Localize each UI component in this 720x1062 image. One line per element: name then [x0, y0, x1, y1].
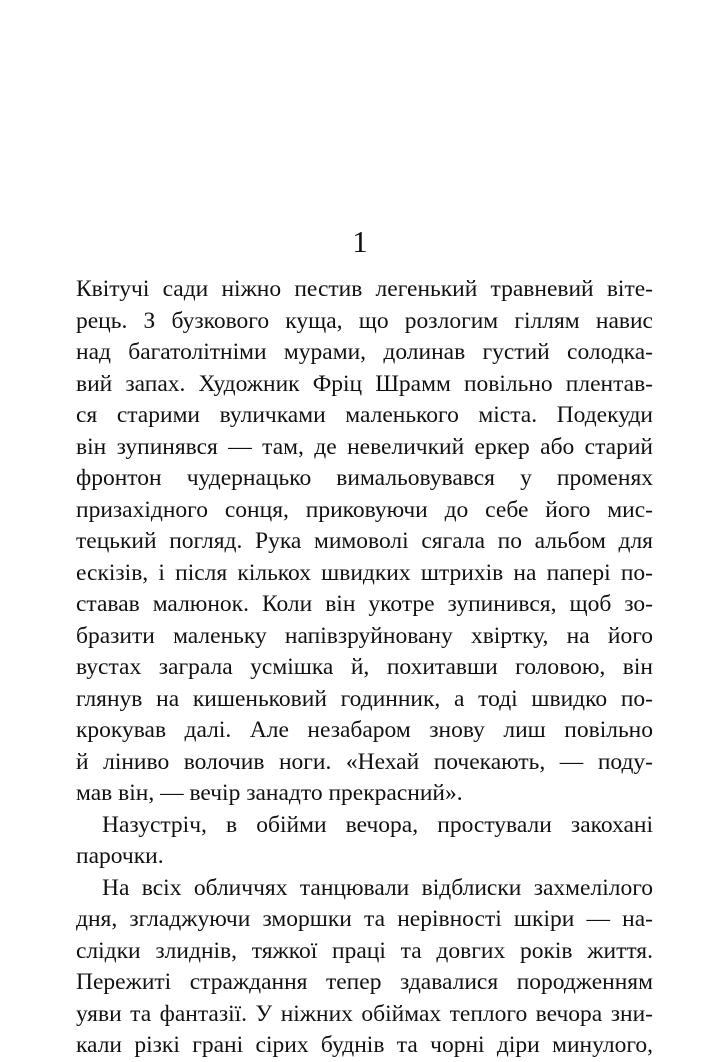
text-line: Назустріч, в обійми вечора, простували закохані [102, 811, 653, 838]
text-line: ескізів, і після кількох швидких штрихів на папері по- [76, 559, 653, 586]
text-line: уяви та фантазії. У ніжних обіймах теплого вечора зни- [76, 1000, 653, 1027]
text-line: бразити маленьку напівзруйновану хвіртку, на його [76, 622, 653, 649]
text-line: вий запах. Художник Фріц Шрамм повільно плентав- [76, 370, 653, 397]
body-text [76, 274, 653, 1062]
text-line: над багатолітніми мурами, долинав густий солодка- [76, 339, 653, 365]
text-line: На всіх обличчях танцювали відблиски захмелілого [102, 874, 653, 901]
text-line: глянув на кишеньковий годинник, а тоді швидко по- [76, 685, 653, 712]
text-line: мав він, — вечір занадто прекрасний». [76, 780, 463, 806]
chapter-number: 1 [352, 224, 368, 259]
text-line: вустах заграла усмішка й, похитавши головою, він [76, 654, 653, 680]
text-line: ся старими вуличками маленького міста. Подекуди [76, 402, 653, 428]
text-line: тецький погляд. Рука мимоволі сягала по альбом для [76, 528, 653, 554]
text-line: парочки. [76, 843, 164, 869]
text-line: крокував далі. Але незабаром знову лиш повільно [76, 717, 653, 743]
text-line: рець. З бузкового куща, що розлогим гіллям навис [76, 307, 653, 334]
text-line: кали різкі грані сірих буднів та чорні діри минулого, [76, 1032, 653, 1058]
text-line: Пережиті страждання тепер здавалися породженням [76, 969, 653, 995]
text-line: він зупинявся — там, де невеличкий еркер або старий [76, 433, 653, 460]
text-line: дня, згладжуючи зморшки та нерівності шкіри — на- [76, 906, 653, 932]
text-line: призахідного сонця, приковуючи до себе його мис- [76, 496, 653, 523]
text-line: Квітучі сади ніжно пестив легенький травневий віте- [76, 276, 653, 302]
text-line: й ліниво волочив ноги. «Нехай почекають, — поду- [76, 748, 653, 775]
text-line: ставав малюнок. Коли він укотре зупинився, щоб зо- [76, 591, 653, 617]
text-line: фронтон чудернацько вимальовувався у променях [76, 465, 653, 491]
text-line: слідки злиднів, тяжкої праці та довгих років життя. [76, 937, 653, 964]
